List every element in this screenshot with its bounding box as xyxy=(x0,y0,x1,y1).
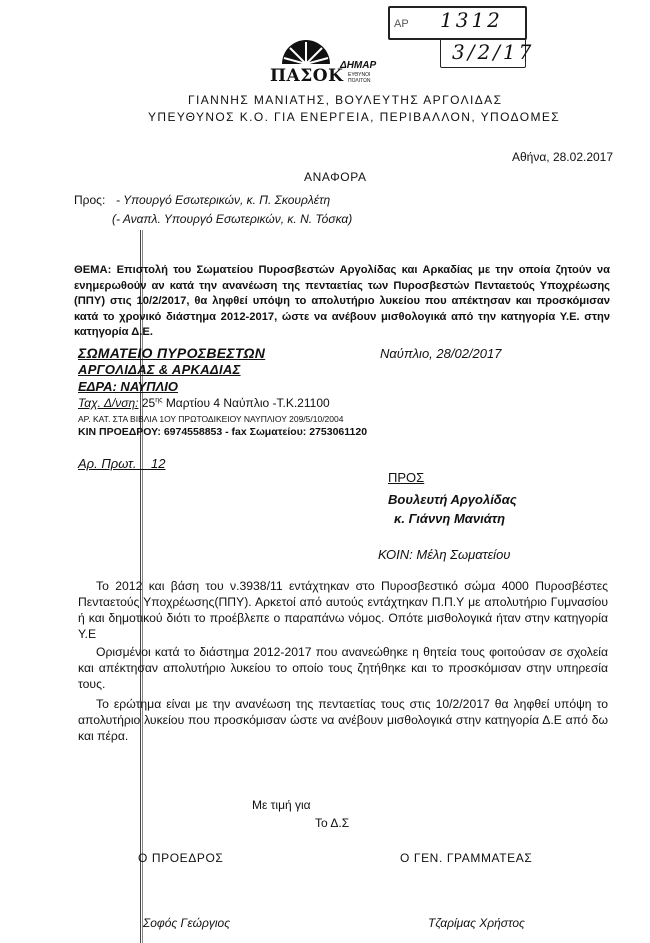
letter-paragraph-2: Ορισμένοι κατά το διάστημα 2012-2017 που ανανεώθηκε η θητεία τους φοιτούσαν σε σχολεία και απέκτησαν απολυτήριο λυκείου το οποίο τους ζητήθηκε και το προσκόμισαν στην υπηρεσία τους. xyxy=(78,645,608,691)
document-type: ΑΝΑΦΟΡΑ xyxy=(304,170,367,184)
party-logo xyxy=(268,40,388,88)
signatory-name-secretary: Τζαρίμας Χρήστος xyxy=(428,916,525,930)
mp-role-line: ΥΠΕΥΘΥΝΟΣ Κ.Ο. ΓΙΑ ΕΝΕΡΓΕΙΑ, ΠΕΡΙΒΑΛΛΟΝ, ΥΠΟΔΟΜΕΣ xyxy=(148,110,561,124)
protocol-number xyxy=(78,456,165,471)
address-rest: Μαρτίου 4 Ναύπλιο -Τ.Κ.21100 xyxy=(165,396,330,410)
mp-name-line: ΓΙΑΝΝΗΣ ΜΑΝΙΑΤΗΣ, ΒΟΥΛΕΥΤΗΣ ΑΡΓΟΛΙΔΑΣ xyxy=(188,93,503,107)
letter-paragraph-3: Το ερώτημα είναι με την ανανέωση της πενταετίας τους στις 10/2/2017 θα ληφθεί υπόψη το απολυτήριο λυκείου που προσκόμισαν ώστε να ανέβουν μισθολογικά στην κατηγορία Δ.Ε από δω και πέρα. xyxy=(78,697,608,743)
koin-line: ΚΟΙΝ: Μέλη Σωματείου xyxy=(378,547,511,562)
subject-paragraph xyxy=(74,263,610,341)
address-ordinal: ης xyxy=(155,397,163,404)
pros-label: ΠΡΟΣ xyxy=(388,470,425,485)
subject-label: ΘΕΜΑ: xyxy=(74,264,112,276)
signatory-role-secretary: Ο ΓΕΝ. ΓΡΑΜΜΑΤΕΑΣ xyxy=(400,851,533,865)
closing-line2: Το Δ.Σ xyxy=(315,816,350,830)
signatory-role-president: Ο ΠΡΟΕΔΡΟΣ xyxy=(138,851,224,865)
letter-paragraph-1: Το 2012 και βάση του ν.3938/11 εντάχτηκαν στο Πυροσβεστικό σώμα 4000 Πυροσβέστες Πενταετούς Υποχρέωσης(ΠΠΥ). Αρκετοί από αυτούς εντάχτηκαν Π.Π.Υ με απολυτήριο Γυμνασίου ή και δημοτικού διότι το προέβλεπε ο παραπάνω νόμος. Οπότε μισθολογικά ήταν στην κατηγορία Υ.Ε xyxy=(78,579,608,641)
dimar-wordmark: ΔΗΜΑΡ xyxy=(340,60,377,71)
letter-place-date: Ναύπλιο, 28/02/2017 xyxy=(380,346,502,361)
to-label: Προς: xyxy=(74,193,106,207)
union-name-line1: ΣΩΜΑΤΕΙΟ ΠΥΡΟΣΒΕΣΤΩΝ xyxy=(78,345,266,361)
union-seat: ΕΔΡΑ: ΝΑΥΠΛΙΟ xyxy=(78,379,179,394)
recipient-minister: - Υπουργό Εσωτερικών, κ. Π. Σκουρλέτη xyxy=(116,193,331,207)
signatory-name-president: Σοφός Γεώργιος xyxy=(143,916,231,930)
union-registry: ΑΡ. ΚΑΤ. ΣΤΑ ΒΙΒΛΙΑ 1ΟΥ ΠΡΩΤΟΔΙΚΕΙΟΥ ΝΑΥΠΛΙΟΥ 209/5/10/2004 xyxy=(78,414,344,424)
union-phone: ΚΙΝ ΠΡΟΕΔΡΟΥ: 6974558853 - fax Σωματείου: 2753061120 xyxy=(78,426,368,438)
protocol-value: 12 xyxy=(150,456,166,471)
union-name-line2: ΑΡΓΟΛΙΔΑΣ & ΑΡΚΑΔΙΑΣ xyxy=(78,362,241,377)
stamp-date: 3/2/17 xyxy=(452,40,535,64)
address-label: Ταχ. Δ/νση: xyxy=(78,396,139,410)
pros-line1: Βουλευτή Αργολίδας xyxy=(388,492,517,507)
pros-line2: κ. Γιάννη Μανιάτη xyxy=(394,511,506,526)
recipient-deputy-minister: (- Αναπλ. Υπουργό Εσωτερικών, κ. Ν. Τόσκα) xyxy=(112,212,353,226)
dimar-subtitle-2: ΠΟΛΙΤΩΝ xyxy=(348,78,371,84)
sun-logo-icon xyxy=(276,40,336,64)
union-address xyxy=(78,396,330,410)
document-date: Αθήνα, 28.02.2017 xyxy=(512,150,614,164)
closing-line1: Με τιμή για xyxy=(252,798,311,812)
stamp-prefix: ΑΡ xyxy=(394,18,409,30)
subject-text: Επιστολή του Σωματείου Πυροσβεστών Αργολίδας και Αρκαδίας με την οποία ζητούν να ενημερωθούν αν κατά την ανανέωση της πενταετίας των Πυροσβεστών Πενταετούς Υποχρέωσης (ΠΠΥ) στις 10/2/2017, θα ληφθεί υπόψη το απολυτήριο λυκείου που απέκτησαν και προσκόμισαν κατά το χρονικό διάστημα 2012-2017, ώστε να ανέβουν μισθολογικά από την κατηγορία Υ.Ε. στην κατηγορία Δ.Ε. xyxy=(74,264,611,338)
stamp-number: 1312 xyxy=(440,8,503,32)
dimar-subtitle-1: ΕΥΘΥΝΟΙ xyxy=(348,72,371,78)
protocol-label: Αρ. Πρωτ. xyxy=(78,456,137,471)
pasok-wordmark: ΠΑΣΟΚ xyxy=(270,66,344,86)
address-number: 25 xyxy=(141,396,156,410)
